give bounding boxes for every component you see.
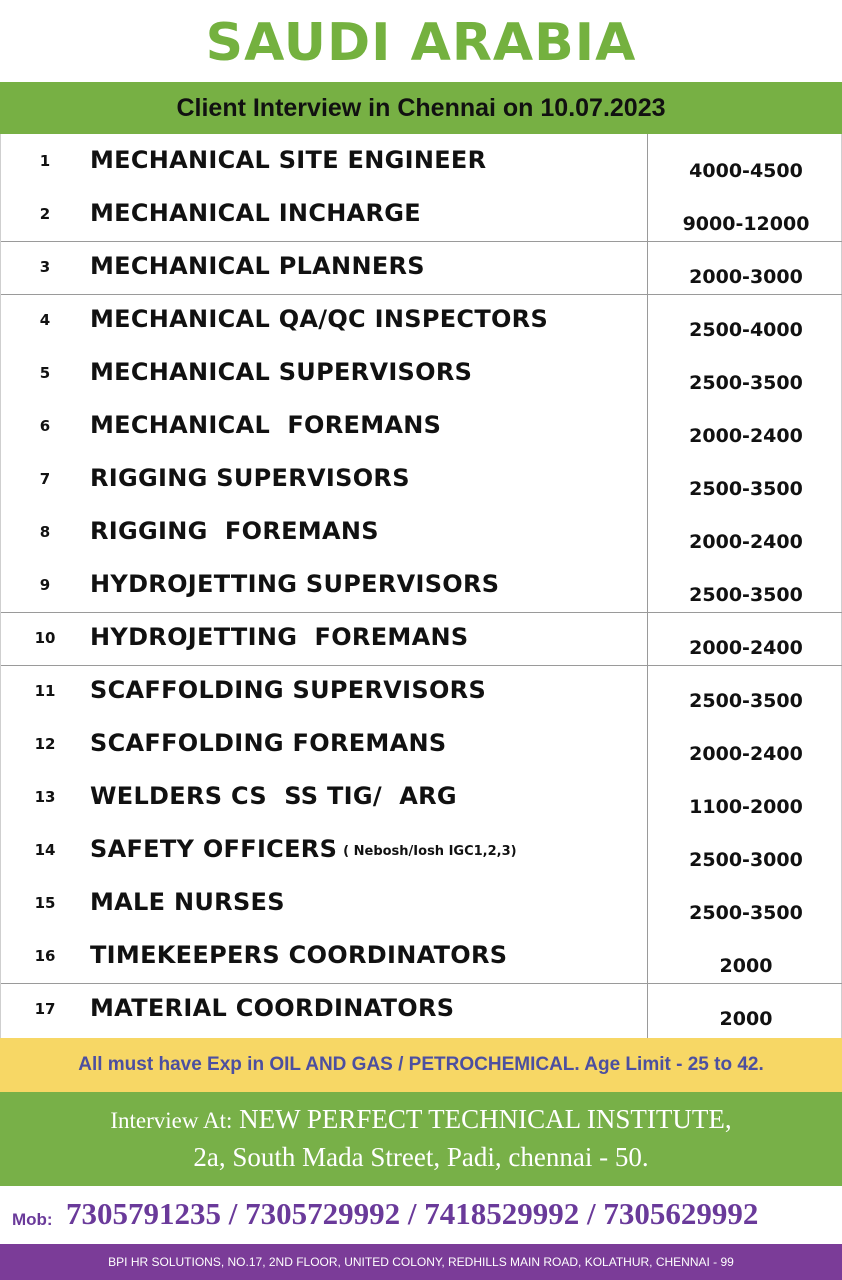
job-title-text: MECHANICAL SUPERVISORS bbox=[90, 358, 473, 386]
job-number: 4 bbox=[39, 311, 51, 329]
requirement-notice: All must have Exp in OIL AND GAS / PETROCHEMICAL. Age Limit - 25 to 42. bbox=[0, 1038, 842, 1092]
job-number: 14 bbox=[34, 841, 56, 859]
job-number: 16 bbox=[34, 947, 56, 965]
job-salary: 2500-3500 bbox=[689, 584, 803, 606]
job-row bbox=[1, 611, 842, 664]
venue-banner bbox=[0, 1092, 842, 1186]
job-number: 1 bbox=[39, 152, 51, 170]
page-title: SAUDI ARABIA bbox=[205, 13, 637, 73]
job-title bbox=[90, 994, 454, 1022]
job-row bbox=[1, 982, 842, 1035]
job-title bbox=[90, 517, 379, 545]
job-title bbox=[90, 570, 499, 598]
job-title bbox=[90, 199, 421, 227]
job-number: 8 bbox=[39, 523, 51, 541]
job-number: 15 bbox=[34, 894, 56, 912]
job-row bbox=[1, 876, 842, 929]
job-number: 3 bbox=[39, 258, 51, 276]
job-title bbox=[90, 941, 507, 969]
job-salary: 4000-4500 bbox=[689, 160, 803, 182]
job-title-text: SCAFFOLDING FOREMANS bbox=[90, 729, 447, 757]
job-number: 7 bbox=[39, 470, 51, 488]
job-title-text: SAFETY OFFICERS bbox=[90, 835, 338, 863]
job-row bbox=[1, 664, 842, 717]
job-note: ( Nebosh/Iosh IGC1,2,3) bbox=[343, 844, 517, 859]
job-row bbox=[1, 134, 842, 187]
interview-date-banner: Client Interview in Chennai on 10.07.2023 bbox=[0, 82, 842, 134]
job-title-text: RIGGING FOREMANS bbox=[90, 517, 379, 545]
job-salary: 2000-3000 bbox=[689, 266, 803, 288]
job-salary: 1100-2000 bbox=[689, 796, 803, 818]
job-title bbox=[90, 888, 285, 916]
venue-lead: Interview At: bbox=[110, 1108, 233, 1133]
job-row bbox=[1, 452, 842, 505]
job-title-text: MECHANICAL INCHARGE bbox=[90, 199, 421, 227]
job-number: 5 bbox=[39, 364, 51, 382]
job-row bbox=[1, 823, 842, 876]
job-title-text: WELDERS CS SS TIG/ ARG bbox=[90, 782, 457, 810]
job-number: 2 bbox=[39, 205, 51, 223]
job-title bbox=[90, 464, 410, 492]
job-title bbox=[90, 252, 425, 280]
job-salary: 2500-3500 bbox=[689, 902, 803, 924]
job-row bbox=[1, 240, 842, 293]
job-title bbox=[90, 358, 472, 386]
job-row bbox=[1, 399, 842, 452]
job-salary: 2500-3500 bbox=[689, 478, 803, 500]
venue-name: NEW PERFECT TECHNICAL INSTITUTE, bbox=[239, 1104, 732, 1134]
job-number: 11 bbox=[34, 682, 56, 700]
job-salary: 2000 bbox=[719, 955, 773, 977]
job-salary: 2000-2400 bbox=[689, 531, 803, 553]
job-salary: 2500-3000 bbox=[689, 849, 803, 871]
job-row bbox=[1, 293, 842, 346]
job-title bbox=[90, 729, 446, 757]
job-salary: 9000-12000 bbox=[682, 213, 810, 235]
job-row bbox=[1, 929, 842, 982]
job-number: 10 bbox=[34, 629, 56, 647]
mobile-label: Mob: bbox=[12, 1210, 53, 1229]
job-title-text: HYDROJETTING SUPERVISORS bbox=[90, 570, 500, 598]
job-row bbox=[1, 346, 842, 399]
job-title bbox=[90, 146, 486, 174]
job-number: 12 bbox=[34, 735, 56, 753]
job-salary: 2500-4000 bbox=[689, 319, 803, 341]
job-salary: 2000-2400 bbox=[689, 743, 803, 765]
job-title bbox=[90, 305, 548, 333]
jobs-table bbox=[0, 134, 842, 1038]
job-salary: 2000 bbox=[719, 1008, 773, 1030]
job-title-text: HYDROJETTING FOREMANS bbox=[90, 623, 469, 651]
job-salary: 2000-2400 bbox=[689, 637, 803, 659]
job-salary: 2500-3500 bbox=[689, 372, 803, 394]
mobile-numbers: 7305791235 / 7305729992 / 7418529992 / 7305629992 bbox=[66, 1196, 759, 1231]
job-title-text: MECHANICAL SITE ENGINEER bbox=[90, 146, 487, 174]
job-row bbox=[1, 187, 842, 240]
job-title-text: MECHANICAL QA/QC INSPECTORS bbox=[90, 305, 549, 333]
job-number: 17 bbox=[34, 1000, 56, 1018]
job-title-text: MATERIAL COORDINATORS bbox=[90, 994, 455, 1022]
job-row bbox=[1, 505, 842, 558]
venue-address: 2a, South Mada Street, Padi, chennai - 50. bbox=[193, 1142, 649, 1172]
venue-name-line bbox=[0, 1104, 842, 1135]
job-title bbox=[90, 623, 468, 651]
job-title-text: TIMEKEEPERS COORDINATORS bbox=[90, 941, 508, 969]
job-title bbox=[90, 676, 486, 704]
job-title bbox=[90, 835, 517, 863]
job-title bbox=[90, 411, 441, 439]
job-row bbox=[1, 558, 842, 611]
job-row bbox=[1, 770, 842, 823]
job-title-text: RIGGING SUPERVISORS bbox=[90, 464, 410, 492]
job-number: 13 bbox=[34, 788, 56, 806]
job-row bbox=[1, 717, 842, 770]
contact-bar bbox=[0, 1186, 842, 1244]
job-number: 9 bbox=[39, 576, 51, 594]
job-number: 6 bbox=[39, 417, 51, 435]
job-title-text: MALE NURSES bbox=[90, 888, 285, 916]
job-title-text: SCAFFOLDING SUPERVISORS bbox=[90, 676, 487, 704]
job-title-text: MECHANICAL FOREMANS bbox=[90, 411, 442, 439]
company-address-footer: BPI HR SOLUTIONS, NO.17, 2ND FLOOR, UNITED COLONY, REDHILLS MAIN ROAD, KOLATHUR, CHENNAI - 99 bbox=[0, 1244, 842, 1280]
job-title-text: MECHANICAL PLANNERS bbox=[90, 252, 425, 280]
job-title bbox=[90, 782, 457, 810]
job-salary: 2000-2400 bbox=[689, 425, 803, 447]
job-salary: 2500-3500 bbox=[689, 690, 803, 712]
